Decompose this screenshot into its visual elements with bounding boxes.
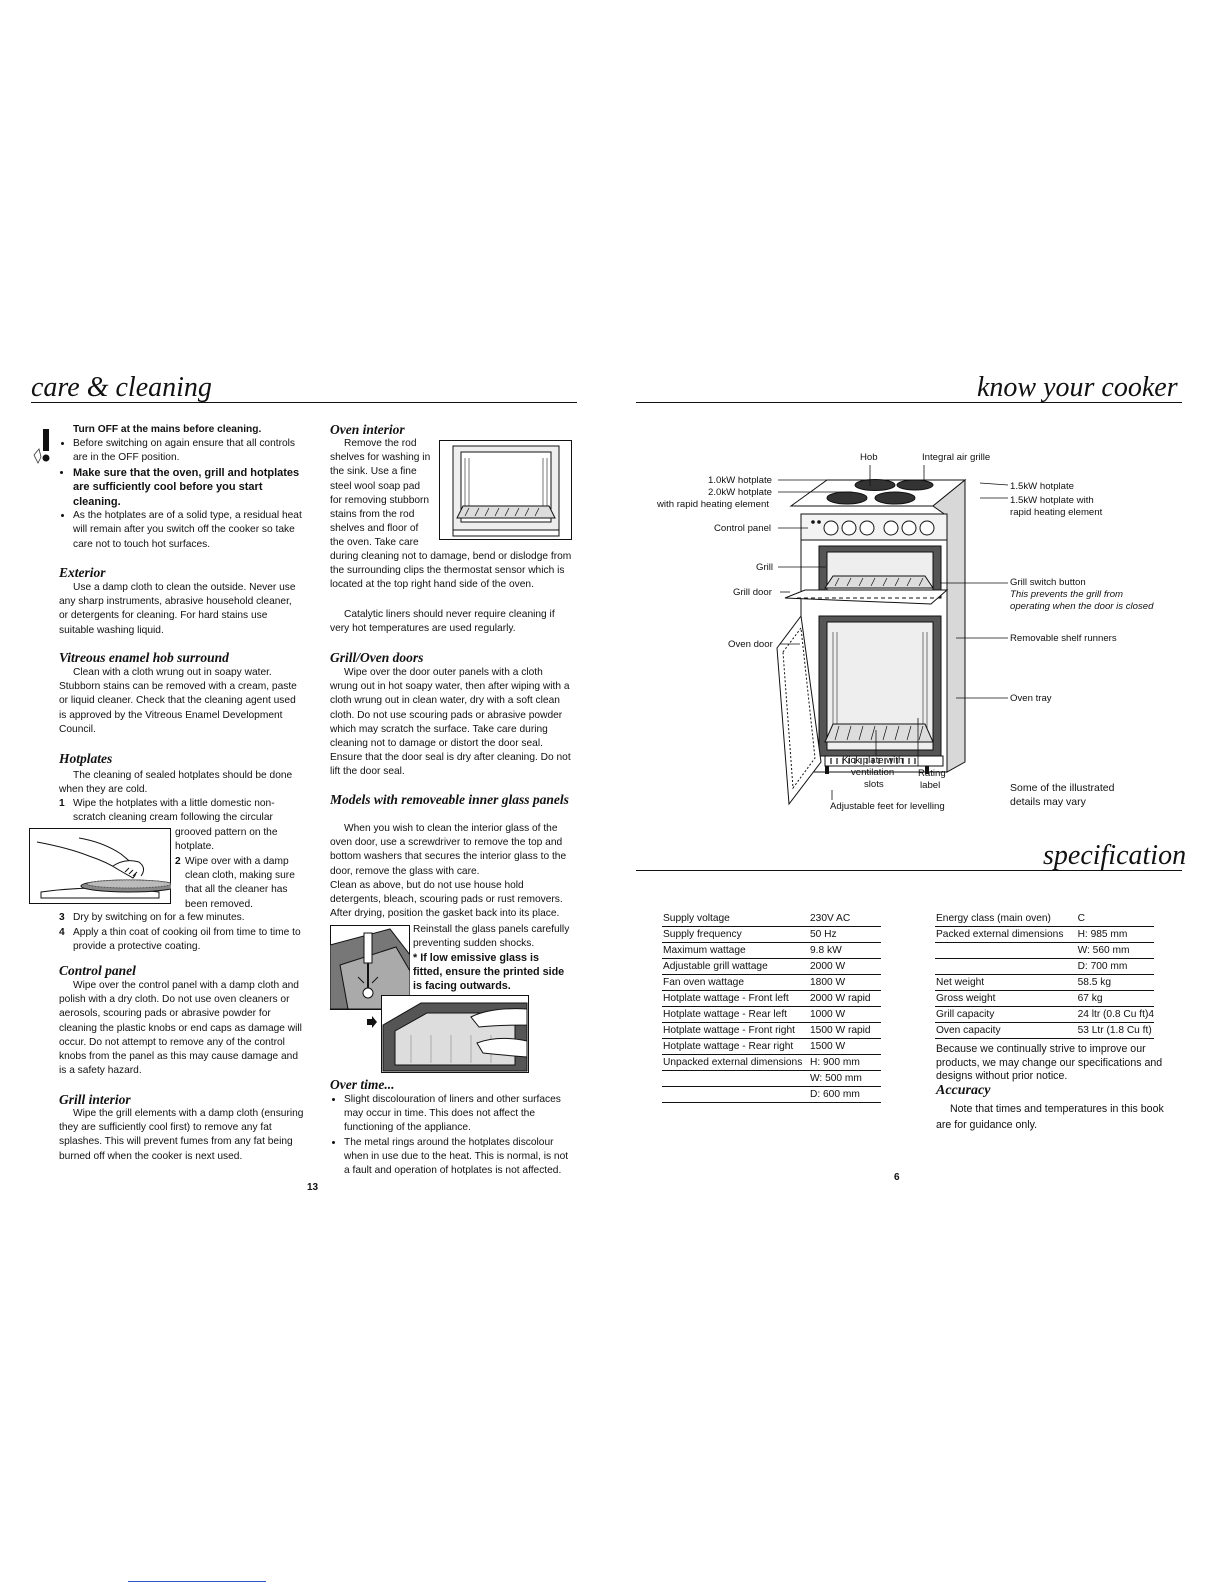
left-page-number: 13 <box>307 1182 319 1193</box>
spec-value: 1000 W <box>809 1007 881 1023</box>
spec-label: Hotplate wattage - Front right <box>662 1023 809 1039</box>
warning-bullet-1: • Before switching on again ensure that all controls are in the OFF position. <box>73 437 307 465</box>
label-grill-switch-note-1: This prevents the grill from <box>1010 589 1124 600</box>
doors-heading: Grill/Oven doors <box>330 650 424 665</box>
spec-value: 9.8 kW <box>809 943 881 959</box>
hotplates-step1-cont: grooved pattern on the hotplate. <box>175 827 278 853</box>
spec-value: 58.5 kg <box>1077 975 1154 991</box>
improve-note: Because we continually strive to improve our products, we may change our specifications and designs without prior notice. <box>936 1043 1163 1082</box>
spec-label: Oven capacity <box>935 1023 1077 1039</box>
spec-value: D: 600 mm <box>809 1087 881 1103</box>
hotplates-body: The cleaning of sealed hotplates should be done when they are cold. <box>59 770 293 796</box>
spec-label: Hotplate wattage - Rear left <box>662 1007 809 1023</box>
spec-row <box>662 991 881 1007</box>
label-grill: Grill <box>756 562 774 573</box>
spec-row <box>935 1007 1154 1023</box>
label-1-5kw-rapid: 1.5kW hotplate with <box>1010 495 1094 506</box>
spec-row <box>935 943 1154 959</box>
control-panel-body: Wipe over the control panel with a damp cloth and polish with a dry cloth. Do not use oven cleaners or aerosols, scouring pads or abrasive powder for cleaning the plastic knobs or end caps as damage will occur. Do not attempt to remove any of the control knobs from the panel as this may cause damage and is a safety hazard. <box>59 980 302 1077</box>
spec-value: 53 Ltr (1.8 Cu ft) <box>1077 1023 1154 1039</box>
spec-row <box>935 959 1154 975</box>
spec-row <box>662 959 881 975</box>
hotplates-step4-num: 4 <box>59 927 65 938</box>
spec-row <box>662 975 881 991</box>
label-oven-door: Oven door <box>728 639 773 650</box>
hotplates-step4: Apply a thin coat of cooking oil from time to time to provide a protective coating. <box>73 927 301 953</box>
exterior-body: Use a damp cloth to clean the outside. Never use any sharp instruments, abrasive household cleaner, or detergents for cleaning. For hard stains use suitable washing liquid. <box>59 582 296 636</box>
spec-label: Fan oven wattage <box>662 975 809 991</box>
spec-value: W: 500 mm <box>809 1071 881 1087</box>
label-adjustable-feet: Adjustable feet for levelling <box>830 801 945 812</box>
spec-label: Energy class (main oven) <box>935 911 1077 927</box>
warning-heading: Turn OFF at the mains before cleaning. <box>73 424 262 435</box>
spec-label <box>662 1087 809 1103</box>
spec-label: Grill capacity <box>935 1007 1077 1023</box>
label-grill-switch: Grill switch button <box>1010 577 1086 588</box>
spec-table-left <box>662 911 881 1103</box>
label-rapid-heating: with rapid heating element <box>657 499 769 510</box>
right-page-title: know your cooker <box>977 372 1178 403</box>
glass-panels-heading: Models with removeable inner glass panels <box>330 792 569 807</box>
right-page-number: 6 <box>894 1172 900 1183</box>
spec-label: Hotplate wattage - Rear right <box>662 1039 809 1055</box>
specification-rule <box>636 870 1182 871</box>
spec-value: 1800 W <box>809 975 881 991</box>
spec-label <box>935 943 1077 959</box>
spec-label: Supply frequency <box>662 927 809 943</box>
spec-value: 50 Hz <box>809 927 881 943</box>
warning-bullet-2: • Make sure that the oven, grill and hotplates are sufficiently cool before you start cleaning. <box>73 466 307 510</box>
doors-body: Wipe over the door outer panels with a cloth wrung out in hot soapy water, then after wiping with a cloth wrung out in clean water, dry with a soft clean cloth. Do not use scouring pads or abrasive powder which may scratch the surface. Take care during cleaning not to damage or distort the door seal. Ensure that the door seal is dry after cleaning. Do not lift the door seal. <box>330 667 571 778</box>
spec-label: Packed external dimensions <box>935 927 1077 943</box>
glass-removal-illustration <box>381 995 529 1073</box>
warning-bullet-3: • As the hotplates are of a solid type, a residual heat will remain after you switch off the cooker so take care not to touch hot surfaces. <box>73 509 307 552</box>
label-kick-plate-2: ventilation <box>851 767 895 778</box>
spec-value: 2000 W rapid <box>809 991 881 1007</box>
hotplates-step2-num: 2 <box>175 856 181 867</box>
over-time-heading: Over time... <box>330 1077 395 1092</box>
label-kick-plate-3: slots <box>864 779 884 790</box>
label-2kw-hotplate: 2.0kW hotplate <box>708 487 772 498</box>
grill-interior-heading: Grill interior <box>59 1092 131 1107</box>
spec-row <box>662 943 881 959</box>
spec-value: 2000 W <box>809 959 881 975</box>
warning-exclamation-icon <box>30 427 58 465</box>
oven-interior-illustration <box>439 440 572 540</box>
label-hob: Hob <box>860 452 878 463</box>
label-kick-plate-1: Kick plate with <box>842 755 904 766</box>
spec-row <box>935 927 1154 943</box>
spec-label <box>935 959 1077 975</box>
spec-value: 1500 W <box>809 1039 881 1055</box>
hotplates-step3: Dry by switching on for a few minutes. <box>73 912 245 923</box>
spec-label <box>662 1071 809 1087</box>
spec-row <box>935 1023 1154 1039</box>
spec-row <box>935 975 1154 991</box>
label-oven-tray: Oven tray <box>1010 693 1052 704</box>
label-may-vary-2: details may vary <box>1010 796 1086 808</box>
spec-value: 67 kg <box>1077 991 1154 1007</box>
spec-row <box>935 991 1154 1007</box>
spec-value: C <box>1077 911 1154 927</box>
oven-interior-body-c: Catalytic liners should never require cleaning if very hot temperatures are used regularly. <box>330 609 555 635</box>
oven-interior-body-a: Remove the rod shelves for washing in the sink. Use a fine steel wool soap pad for removing stubborn stains from the rod shelves and floor of the oven. Take care <box>330 438 431 549</box>
grill-interior-body: Wipe the grill elements with a damp cloth (ensuring they are sufficiently cool first) to remove any fat splashes. This will prevent fumes from any fat being burned off when the cooker is next used. <box>59 1108 304 1162</box>
glass-panels-body-c: Reinstall the glass panels carefully preventing sudden shocks. <box>413 924 570 950</box>
spec-row <box>662 1007 881 1023</box>
vitreous-heading: Vitreous enamel hob surround <box>59 650 229 665</box>
arrow-right-icon <box>366 1016 378 1028</box>
glass-panels-body-a: When you wish to clean the interior glass of the oven door, use a screwdriver to remove the top and bottom washers that secures the interior glass to the door, remove the glass with care. <box>330 823 567 877</box>
label-control-panel: Control panel <box>714 523 772 534</box>
label-grill-switch-note-2: operating when the door is closed <box>1010 601 1154 612</box>
hotplates-step3-num: 3 <box>59 912 65 923</box>
spec-row <box>662 911 881 927</box>
label-rating-1: Rating <box>918 768 946 779</box>
bottom-link-underline <box>128 1581 266 1582</box>
oven-interior-body-b: during cleaning not to damage, bend or dislodge from the surrounding clips the thermostat sensor which is located at the top right hand side of the oven. <box>330 551 572 591</box>
oven-interior-heading: Oven interior <box>330 422 405 437</box>
vitreous-body: Clean with a cloth wrung out in soapy water. Stubborn stains can be removed with a cream, paste or liquid cleaner. Check that the cleaning agent used is approved by the Vitreous Enamel Development Council. <box>59 667 297 735</box>
label-may-vary-1: Some of the illustrated <box>1010 782 1115 794</box>
specification-title: specification <box>1043 840 1187 871</box>
exterior-heading: Exterior <box>59 565 106 580</box>
hotplates-step2: Wipe over with a damp clean cloth, making sure that all the cleaner has been removed. <box>185 856 295 910</box>
label-1-5kw-rapid-2: rapid heating element <box>1010 507 1103 518</box>
right-header-rule <box>636 402 1182 403</box>
hotplate-cleaning-illustration <box>29 828 171 904</box>
label-1kw-hotplate: 1.0kW hotplate <box>708 475 772 486</box>
spec-value: 24 ltr (0.8 Cu ft)4 <box>1077 1007 1154 1023</box>
spec-row <box>935 911 1154 927</box>
spec-value: H: 900 mm <box>809 1055 881 1071</box>
spec-value: 1500 W rapid <box>809 1023 881 1039</box>
spec-value: D: 700 mm <box>1077 959 1154 975</box>
over-time-list <box>330 1093 570 1178</box>
warning-block <box>59 423 307 552</box>
spec-label: Hotplate wattage - Front left <box>662 991 809 1007</box>
accuracy-heading: Accuracy <box>936 1083 991 1098</box>
spec-label: Net weight <box>935 975 1077 991</box>
glass-panels-note: * If low emissive glass is fitted, ensure the printed side is facing outwards. <box>413 952 565 992</box>
label-shelf-runners: Removable shelf runners <box>1010 633 1117 644</box>
spec-label: Unpacked external dimensions <box>662 1055 809 1071</box>
label-rating-2: label <box>920 780 941 791</box>
accuracy-body: Note that times and temperatures in this book are for guidance only. <box>936 1103 1164 1131</box>
spec-row <box>662 1023 881 1039</box>
control-panel-heading: Control panel <box>59 963 136 978</box>
spec-table-right <box>935 911 1154 1039</box>
label-1-5kw-hotplate: 1.5kW hotplate <box>1010 481 1074 492</box>
spec-row <box>662 1087 881 1103</box>
spec-row <box>662 927 881 943</box>
spec-row <box>662 1055 881 1071</box>
spec-row <box>662 1071 881 1087</box>
spec-row <box>662 1039 881 1055</box>
left-page-title: care & cleaning <box>31 372 212 403</box>
spec-label: Maximum wattage <box>662 943 809 959</box>
over-time-bullet-2: • The metal rings around the hotplates discolour when in use due to the heat. This is normal, is not a fault and operation of hotplates is not affected. <box>344 1136 570 1179</box>
over-time-bullet-1: • Slight discolouration of liners and other surfaces may occur in time. This does not affect the functioning of the appliance. <box>344 1093 570 1136</box>
spec-label: Supply voltage <box>662 911 809 927</box>
hotplates-step1: Wipe the hotplates with a little domestic non-scratch cleaning cream following the circular <box>73 798 275 824</box>
spec-value: H: 985 mm <box>1077 927 1154 943</box>
glass-panels-body-b: Clean as above, but do not use house hold detergents, bleach, scouring pads or rust removers. After drying, position the gasket back into its place. <box>330 880 563 920</box>
left-header-rule <box>31 402 577 403</box>
spec-label: Adjustable grill wattage <box>662 959 809 975</box>
hotplates-step1-num: 1 <box>59 798 65 809</box>
hotplates-heading: Hotplates <box>59 751 113 766</box>
label-integral-air-grille: Integral air grille <box>922 452 991 463</box>
label-grill-door: Grill door <box>733 587 772 598</box>
spec-value: W: 560 mm <box>1077 943 1154 959</box>
spec-label: Gross weight <box>935 991 1077 1007</box>
spec-value: 230V AC <box>809 911 881 927</box>
